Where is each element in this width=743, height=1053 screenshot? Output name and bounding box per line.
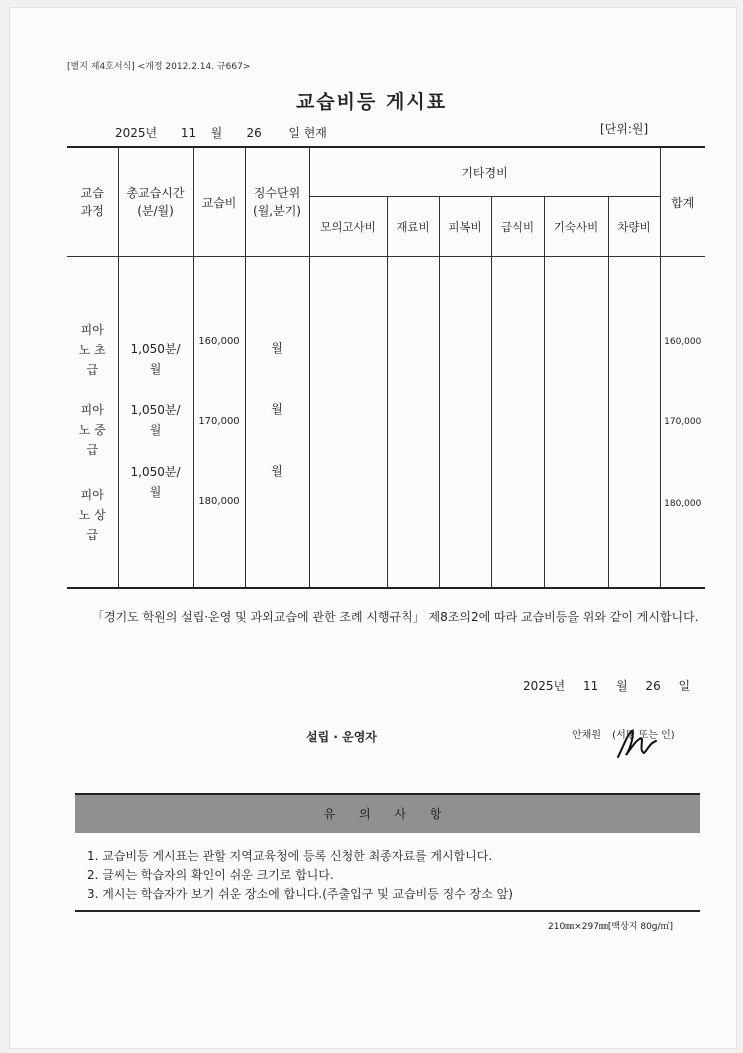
clothing-fee-cell [439, 257, 491, 589]
mock-exam-fee-cell [309, 257, 387, 589]
total-beginner: 160,000 [664, 337, 702, 347]
fee-beginner: 160,000 [198, 336, 240, 347]
dormitory-fee-cell [544, 257, 608, 589]
meal-fee-cell [491, 257, 544, 589]
note-item: 2. 글씨는 학습자의 확인이 쉬운 크기로 합니다. [87, 868, 334, 882]
course-intermediate: 피아노 중급 [78, 403, 106, 457]
fee-intermediate: 170,000 [198, 416, 240, 427]
course-advanced: 피아노 상급 [78, 488, 106, 542]
vehicle-fee-cell [608, 257, 660, 589]
header-collection-unit: 징수단위(월,분기) [245, 147, 309, 257]
sign-hint: (서명 또는 인) [612, 730, 675, 741]
fee-column [193, 257, 245, 589]
sign-date: 2025년 11 월 26 일 [523, 679, 691, 693]
handwritten-signature [612, 727, 662, 761]
header-total-time: 총교습시간(분/월) [118, 147, 193, 257]
fee-table [67, 146, 705, 589]
total-column [660, 257, 705, 589]
header-total: 합계 [660, 147, 705, 257]
header-other-expenses: 기타경비 [309, 147, 660, 197]
header-fee: 교습비 [193, 147, 245, 257]
date-year: 2025년 [115, 126, 158, 140]
course-column [67, 257, 118, 589]
notes-list [75, 833, 700, 904]
date-month: 11 [180, 126, 197, 140]
header-dormitory-fee: 기숙사비 [544, 197, 608, 257]
fee-advanced: 180,000 [198, 496, 240, 507]
notes-heading: 유 의 사 항 [75, 793, 700, 833]
unit-label: [단위:원] [600, 122, 649, 136]
course-beginner: 피아노 초급 [78, 323, 106, 377]
paper-spec: 210㎜×297㎜[백상지 80g/㎡] [548, 922, 674, 932]
header-vehicle-fee: 차량비 [608, 197, 660, 257]
total-intermediate: 170,000 [664, 417, 702, 427]
note-item: 3. 게시는 학습자가 보기 쉬운 장소에 합니다.(주출입구 및 교습비등 징수 장소 앞) [87, 887, 513, 901]
time-column [118, 257, 193, 589]
notes-divider [75, 910, 700, 912]
unit-beginner: 월 [271, 341, 283, 355]
total-advanced: 180,000 [664, 499, 702, 509]
date-day-unit: 일 현재 [288, 126, 327, 140]
notice-text: 「경기도 학원의 설립·운영 및 과외교습에 관한 조례 시행규칙」 제8조의2에 따라 교습비등을 위와 같이 게시합니다. [92, 610, 699, 624]
unit-intermediate: 월 [271, 402, 283, 416]
time-beginner: 1,050분/월 [130, 342, 181, 376]
collection-unit-column [245, 257, 309, 589]
as-of-date [115, 124, 327, 141]
date-month-unit: 월 [210, 126, 223, 140]
unit-advanced: 월 [271, 464, 283, 478]
date-day: 26 [246, 126, 262, 140]
page-title: 교습비등 게시표 [295, 91, 448, 113]
header-course: 교습과정 [67, 147, 118, 257]
header-material-fee: 재료비 [387, 197, 439, 257]
founder-label: 설립 · 운영자 [306, 730, 377, 744]
form-number: [별지 제4호서식] <개정 2012.2.14. 규667> [67, 62, 251, 72]
header-meal-fee: 급식비 [491, 197, 544, 257]
time-advanced: 1,050분/월 [130, 465, 181, 499]
header-clothing-fee: 피복비 [439, 197, 491, 257]
material-fee-cell [387, 257, 439, 589]
time-intermediate: 1,050분/월 [130, 403, 181, 437]
header-mock-exam-fee: 모의고사비 [309, 197, 387, 257]
note-item: 1. 교습비등 게시표는 관할 지역교육청에 등록 신청한 최종자료를 게시합니다. [87, 849, 493, 863]
signer-name: 안채원 [572, 730, 601, 741]
notes-section [75, 793, 700, 912]
